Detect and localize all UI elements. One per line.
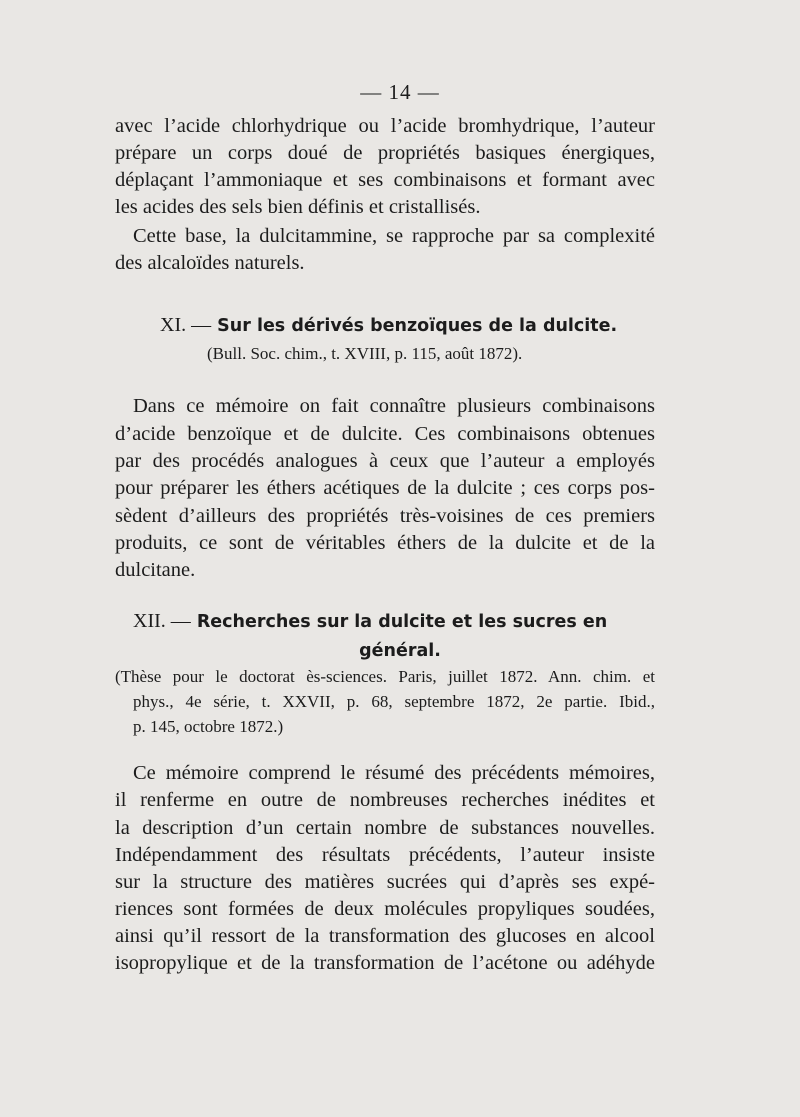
text-line: prépare un corps doué de propriétés basiques énergiques,	[115, 142, 655, 164]
section-xii-heading	[0, 609, 800, 634]
text-line: d’acide benzoïque et de dulcite. Ces combinaisons obtenues	[115, 423, 655, 445]
text-line: Indépendamment des résultats précédents, l’auteur insiste	[115, 844, 655, 866]
text-line: sur la structure des matières sucrées qui d’après ses expé-	[115, 871, 655, 893]
section-title: Sur les dérivés benzoïques de la dulcite.	[217, 316, 618, 336]
text-line: Ce mémoire comprend le résumé des précédents mémoires,	[133, 762, 655, 784]
page-number: — 14 —	[360, 80, 440, 104]
section-number: XII. —	[133, 610, 191, 632]
reference-line: phys., 4e série, t. XXVII, p. 68, septembre 1872, 2e partie. Ibid.,	[133, 692, 655, 711]
text-line: produits, ce sont de véritables éthers de la dulcite et de la	[115, 532, 655, 554]
text-line: Cette base, la dulcitammine, se rapproche par sa complexité	[133, 225, 655, 247]
text-line: riences sont formées de deux molécules propyliques soudées,	[115, 898, 655, 920]
text-line: pour préparer les éthers acétiques de la dulcite ; ces corps pos-	[115, 477, 655, 499]
text-line: par des procédés analogues à ceux que l’auteur a employés	[115, 450, 655, 472]
section-xi-reference: (Bull. Soc. chim., t. XVIII, p. 115, août 1872).	[207, 344, 523, 363]
text-line: sèdent d’ailleurs des propriétés très-voisines de ces premiers	[115, 505, 655, 527]
text-line: déplaçant l’ammoniaque et ses combinaisons et formant avec	[115, 169, 655, 191]
text-line: des alcaloïdes naturels.	[115, 252, 305, 274]
text-line: il renferme en outre de nombreuses recherches inédites et	[115, 789, 655, 811]
reference-line: (Thèse pour le doctorat ès-sciences. Paris, juillet 1872. Ann. chim. et	[115, 667, 655, 686]
section-number: XI. —	[160, 314, 212, 336]
section-title: Recherches sur la dulcite et les sucres en	[196, 612, 608, 632]
text-line: isopropylique et de la transformation de l’acétone ou adéhyde	[115, 952, 655, 974]
section-title-continued: général.	[359, 641, 441, 661]
section-xii-heading-cont	[0, 638, 800, 663]
reference-line: p. 145, octobre 1872.)	[133, 717, 284, 736]
text-line: ainsi qu’il ressort de la transformation des glucoses en alcool	[115, 925, 655, 947]
text-line: la description d’un certain nombre de substances nouvelles.	[115, 817, 655, 839]
text-line: Dans ce mémoire on fait connaître plusieurs combinaisons	[133, 395, 655, 417]
text-line: dulcitane.	[115, 559, 196, 581]
text-line: les acides des sels bien définis et cristallisés.	[115, 196, 481, 218]
section-xi-heading	[0, 313, 800, 338]
text-line: avec l’acide chlorhydrique ou l’acide bromhydrique, l’auteur	[115, 115, 655, 137]
